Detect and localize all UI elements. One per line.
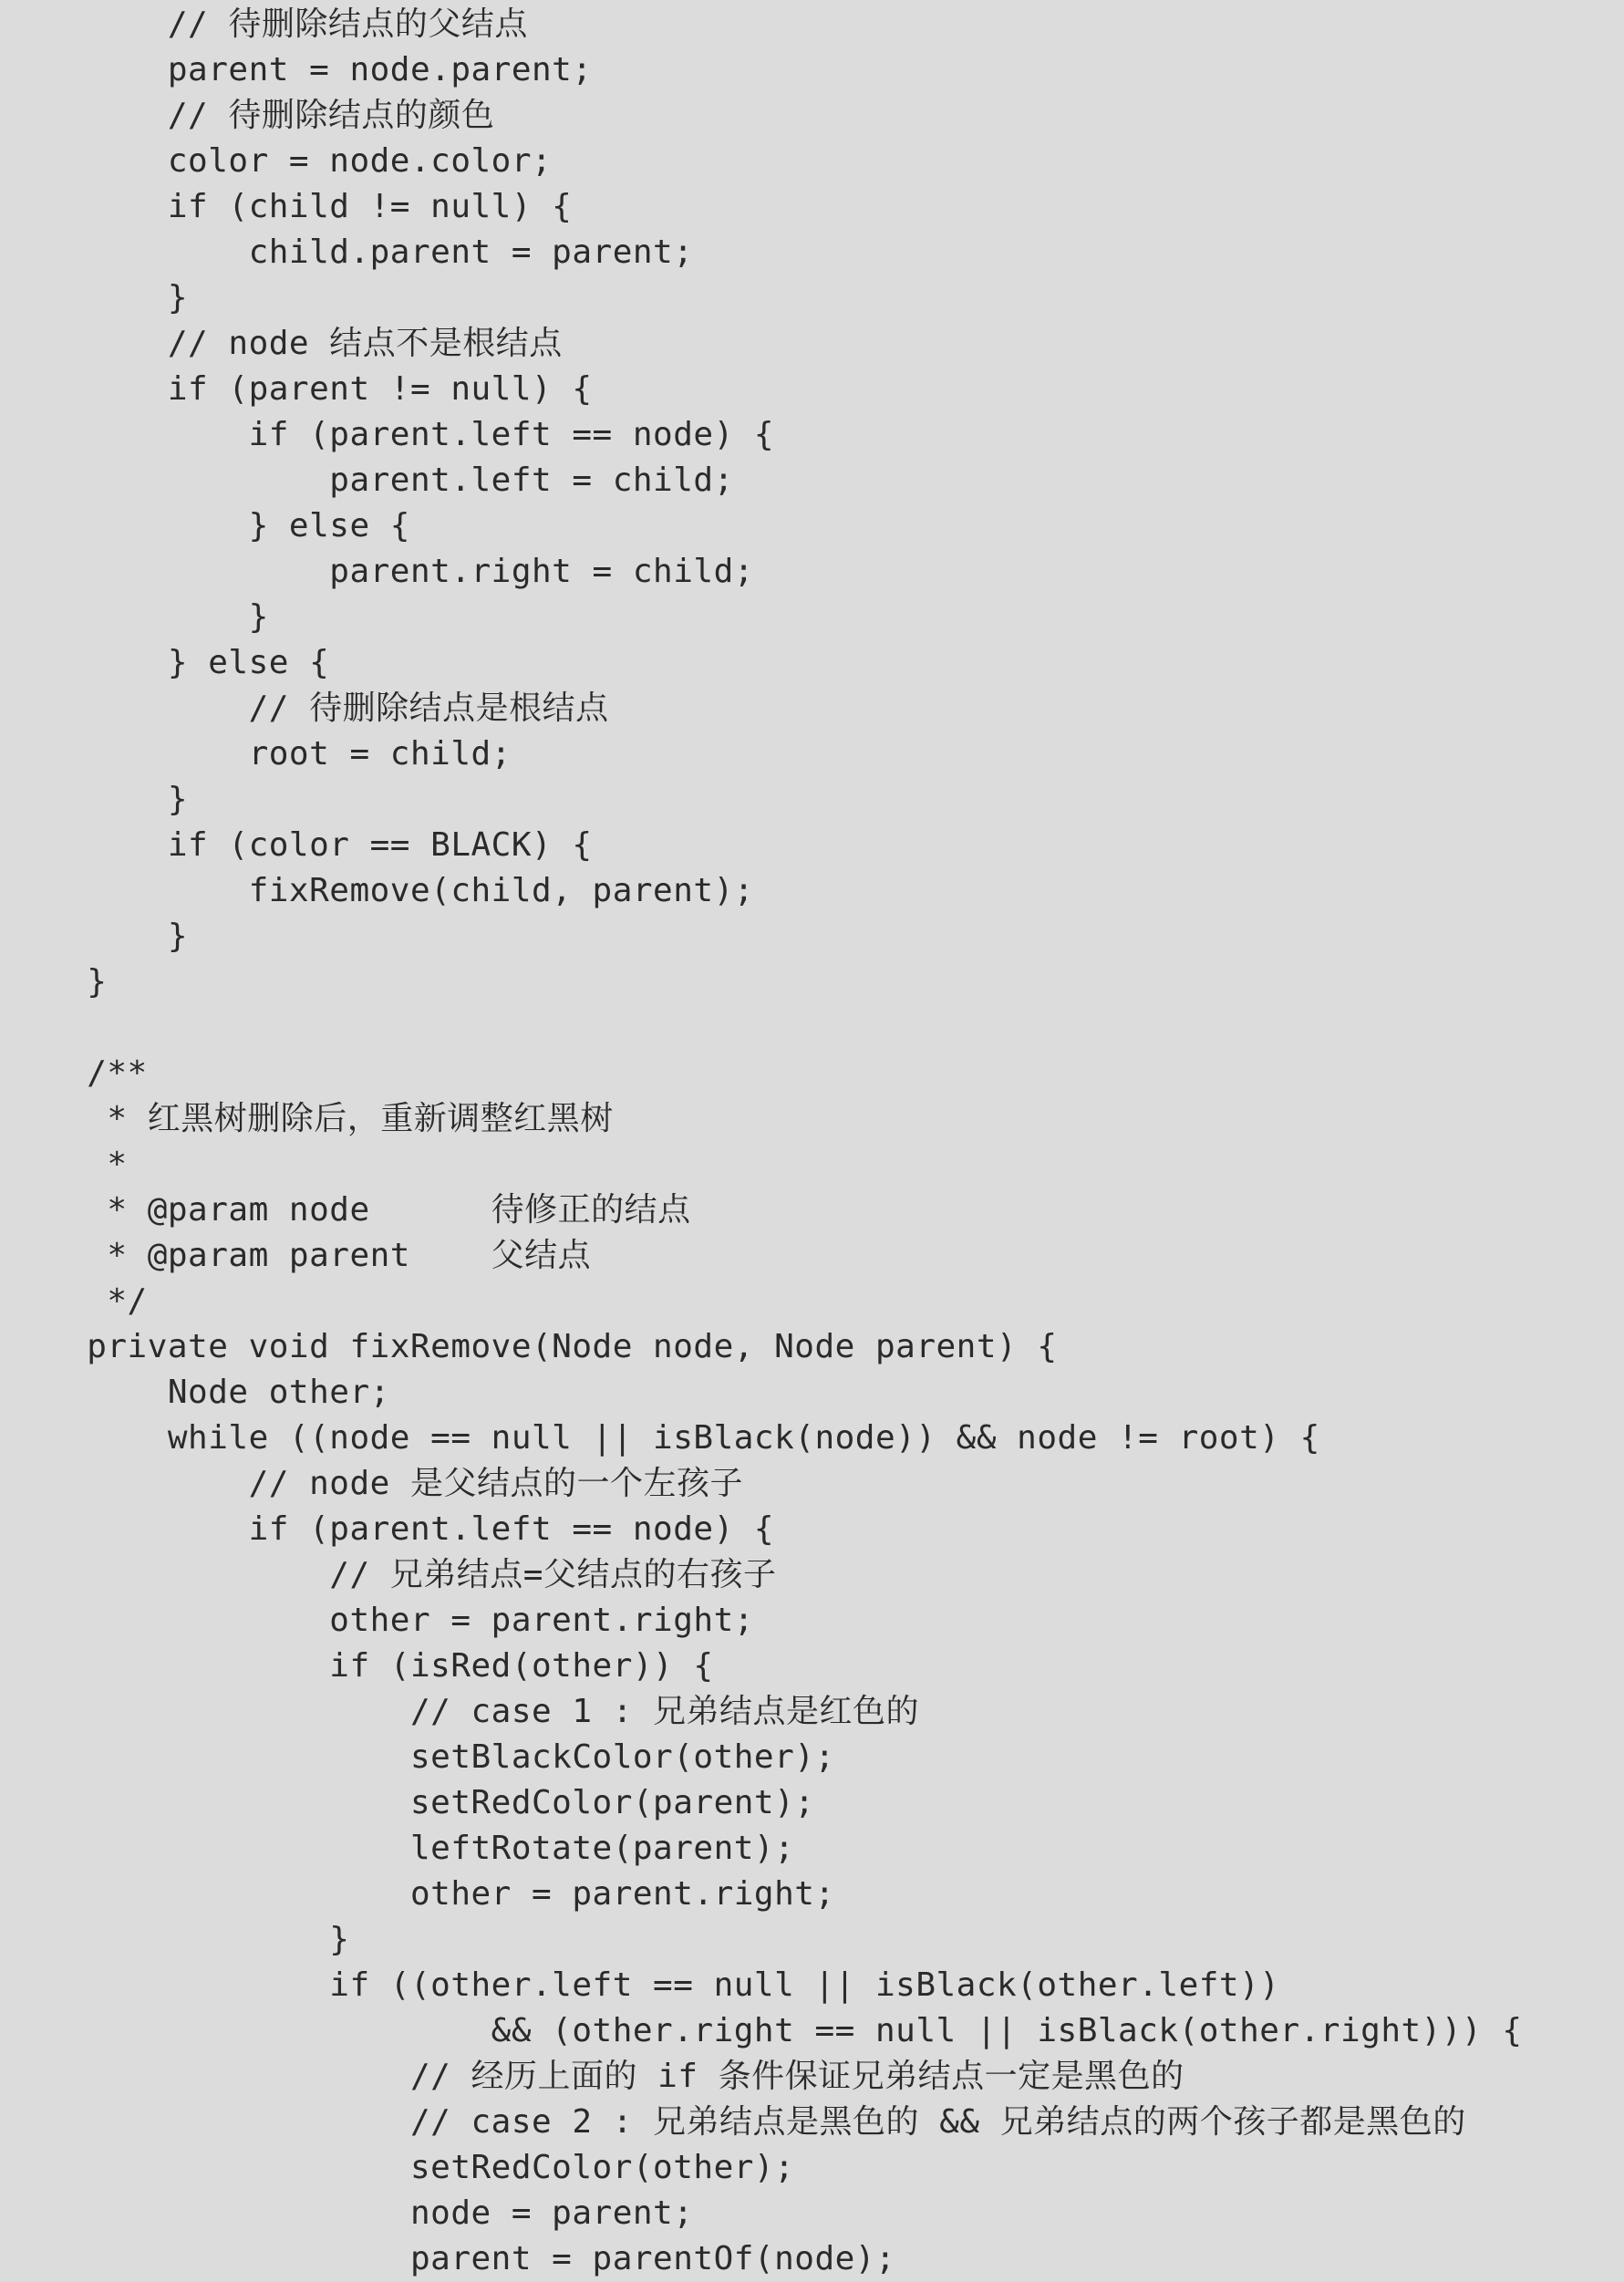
code-line: } xyxy=(87,963,108,1001)
code-line: /** xyxy=(87,1054,148,1092)
code-line: parent = node.parent; xyxy=(87,51,593,88)
code-line: if (parent.left == node) { xyxy=(87,1510,775,1548)
code-line: if ((other.left == null || isBlack(other.left)) xyxy=(87,1966,1280,2004)
code-line: // 待删除结点的颜色 xyxy=(87,97,495,134)
code-line: */ xyxy=(87,1282,148,1320)
code-line: parent.right = child; xyxy=(87,553,754,590)
code-line: leftRotate(parent); xyxy=(87,1830,795,1867)
code-line: other = parent.right; xyxy=(87,1602,754,1639)
code-line: && (other.right == null || isBlack(other.right))) { xyxy=(87,2012,1523,2049)
code-line: // 兄弟结点=父结点的右孩子 xyxy=(87,1556,777,1593)
code-line: * xyxy=(87,1146,128,1183)
code-line: // node 结点不是根结点 xyxy=(87,325,563,362)
code-line: private void fixRemove(Node node, Node parent) { xyxy=(87,1328,1058,1365)
code-line: if (isRed(other)) { xyxy=(87,1647,714,1685)
code-line: setRedColor(other); xyxy=(87,2149,795,2186)
code-line: } xyxy=(87,1921,350,1958)
code-line: // case 2 : 兄弟结点是黑色的 && 兄弟结点的两个孩子都是黑色的 xyxy=(87,2103,1466,2141)
code-line: root = child; xyxy=(87,735,512,773)
code-line: child.parent = parent; xyxy=(87,233,694,271)
code-line: Node other; xyxy=(87,1374,390,1411)
code-line: // 待删除结点的父结点 xyxy=(87,5,528,43)
code-line: } else { xyxy=(87,644,330,681)
code-line: parent = parentOf(node); xyxy=(87,2240,896,2277)
code-line: // node 是父结点的一个左孩子 xyxy=(87,1465,743,1502)
code-line: // 经历上面的 if 条件保证兄弟结点一定是黑色的 xyxy=(87,2058,1184,2095)
code-line: // 待删除结点是根结点 xyxy=(87,690,609,727)
code-line: node = parent; xyxy=(87,2194,694,2232)
code-line: while ((node == null || isBlack(node)) && node != root) { xyxy=(87,1419,1320,1457)
code-line: } xyxy=(87,598,269,636)
code-line: if (color == BLACK) { xyxy=(87,826,593,864)
code-line: setBlackColor(other); xyxy=(87,1738,835,1776)
code-line: setRedColor(parent); xyxy=(87,1784,815,1821)
code-line: * @param node 待修正的结点 xyxy=(87,1191,691,1229)
code-line: parent.left = child; xyxy=(87,462,734,499)
code-line: } xyxy=(87,279,189,316)
code-line: if (child != null) { xyxy=(87,188,573,225)
code-line: } else { xyxy=(87,507,410,545)
code-line: } xyxy=(87,781,189,818)
code-line: if (parent != null) { xyxy=(87,370,593,408)
code-line: * @param parent 父结点 xyxy=(87,1237,592,1274)
code-line: fixRemove(child, parent); xyxy=(87,872,754,909)
code-line: // case 1 : 兄弟结点是红色的 xyxy=(87,1693,920,1730)
code-line: * 红黑树删除后，重新调整红黑树 xyxy=(87,1100,614,1137)
code-line: if (parent.left == node) { xyxy=(87,416,775,453)
code-line: color = node.color; xyxy=(87,142,553,180)
code-line: } xyxy=(87,918,189,955)
code-line: other = parent.right; xyxy=(87,1875,835,1913)
